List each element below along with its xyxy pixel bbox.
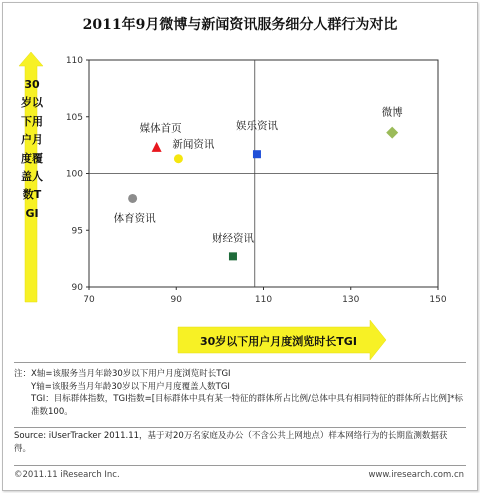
website-link[interactable]: www.iresearch.com.cn: [368, 470, 464, 480]
x-tick-label: 70: [83, 295, 95, 305]
x-axis-label: 30岁以下用户月度浏览时长TGI: [200, 335, 357, 348]
y-tick-label: 95: [71, 226, 83, 237]
y-tick-label: 90: [71, 283, 83, 293]
point-marker: [229, 252, 237, 260]
note-y-axis: Y轴=该服务当月年龄30岁以下用户月度覆盖人数TGI: [31, 381, 230, 392]
x-tick-label: 130: [342, 295, 360, 305]
point-label: 体育资讯: [113, 212, 156, 225]
note-prefix: 注：: [14, 369, 32, 379]
source-divider: [14, 427, 466, 428]
y-tick-label: 110: [65, 56, 83, 66]
point-marker: [128, 194, 137, 203]
point-label: 微博: [381, 106, 403, 119]
point-marker: [174, 154, 183, 163]
y-tick-label: 105: [65, 112, 83, 123]
point-label: 财经资讯: [211, 232, 254, 245]
x-tick-label: 150: [429, 295, 447, 305]
note-x-axis: 注：X轴=该服务当月年龄30岁以下用户月度浏览时长TGI: [14, 369, 231, 379]
plot-area: [66, 56, 447, 305]
point-label: 新闻资讯: [172, 138, 215, 151]
x-tick-label: 90: [170, 295, 182, 305]
note-tgi: TGI：目标群体指数，TGI指数=[目标群体中具有某一特征的群体所占比例/总体中具有相同特征的群体所占比例]*标准数100。: [31, 394, 463, 417]
x-tick-label: 110: [254, 295, 273, 305]
point-marker: [386, 127, 398, 139]
y-tick-label: 100: [65, 169, 83, 180]
notes-block: [14, 368, 464, 418]
point-label: 娱乐资讯: [235, 120, 278, 133]
chart-title: 2011年9月微博与新闻资讯服务细分人群行为对比: [82, 17, 398, 33]
y-axis-label: 30岁以下用户月度覆盖人数TGI: [21, 78, 43, 220]
source-text: Source: iUserTracker 2011.11，基于对20万名家庭及办公（不含公共上网地点）样本网络行为的长期监测数据获得。: [14, 431, 448, 454]
point-marker: [152, 142, 162, 152]
point-marker: [253, 150, 261, 158]
point-label: 媒体首页: [139, 122, 182, 135]
footer-divider: [14, 465, 466, 466]
notes-divider: [14, 362, 466, 363]
copyright-text: ©2011.11 iResearch Inc.: [14, 470, 120, 480]
